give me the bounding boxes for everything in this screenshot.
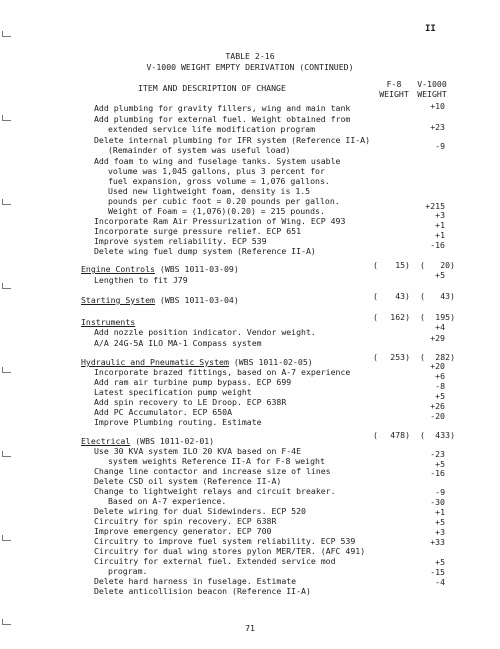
row-text: program. xyxy=(108,566,148,576)
v1000-open-paren: ( xyxy=(420,430,425,440)
row-v1000-weight: -4 xyxy=(435,577,445,587)
binder-mark xyxy=(2,120,11,121)
row-text: Add spin recovery to LE Droop. ECP 638R xyxy=(94,397,287,407)
row-v1000-weight: +26 xyxy=(430,401,445,411)
column-header-item: ITEM AND DESCRIPTION OF CHANGE xyxy=(138,83,286,93)
binder-mark xyxy=(2,372,11,373)
row-text: Add plumbing for gravity fillers, wing and main tank xyxy=(94,103,351,113)
row-v1000-weight: -15 xyxy=(430,567,445,577)
row-f8-weight: 478) xyxy=(390,430,410,440)
row-text: Based on A-7 experience. xyxy=(108,496,227,506)
v1000-open-paren: ( xyxy=(420,312,425,322)
row-text: Weight of Foam = (1,076)(0.20) = 215 pounds. xyxy=(108,206,325,216)
row-v1000-weight: 43) xyxy=(440,291,455,301)
row-text: Improve Plumbing routing. Estimate xyxy=(94,417,262,427)
section-heading-starting-system: Starting System (WBS 1011-03-04) xyxy=(81,295,239,305)
row-text: extended service life modification program xyxy=(108,124,316,134)
row-text: Incorporate Ram Air Pressurization of Wing. ECP 493 xyxy=(94,216,346,226)
f8-open-paren: ( xyxy=(373,352,378,362)
section-heading-hydraulic-pneumatic: Hydraulic and Pneumatic System (WBS 1011-02-05) xyxy=(81,357,313,367)
row-v1000-weight: -16 xyxy=(430,240,445,250)
row-v1000-weight: +1 xyxy=(435,507,445,517)
table-title: V-1000 WEIGHT EMPTY DERIVATION (CONTINUED) xyxy=(146,62,354,72)
row-v1000-weight: +6 xyxy=(435,371,445,381)
row-text: volume was 1,045 gallons, plus 3 percent for xyxy=(108,166,325,176)
table-label: TABLE 2-16 xyxy=(225,51,275,61)
row-text: Use 30 KVA system ILO 20 KVA based on F-4E xyxy=(94,446,302,456)
row-v1000-weight: +5 xyxy=(435,517,445,527)
row-v1000-weight: 282) xyxy=(435,352,455,362)
row-f8-weight: 253) xyxy=(390,352,410,362)
row-v1000-weight: -16 xyxy=(430,468,445,478)
row-v1000-weight: +5 xyxy=(435,557,445,567)
row-text: Lengthen to fit J79 xyxy=(94,275,188,285)
binder-mark xyxy=(2,456,11,457)
column-header-f8-weight: WEIGHT xyxy=(379,89,409,99)
row-v1000-weight: +3 xyxy=(435,210,445,220)
row-text: Incorporate surge pressure relief. ECP 651 xyxy=(94,226,302,236)
row-text: Add ram air turbine pump bypass. ECP 699 xyxy=(94,377,292,387)
row-text: Circuitry for spin recovery. ECP 638R xyxy=(94,516,277,526)
binder-mark xyxy=(2,36,11,37)
row-text: system weights Reference II-A for F-8 weight xyxy=(108,456,325,466)
row-text: Improve system reliability. ECP 539 xyxy=(94,236,267,246)
row-v1000-weight: +5 xyxy=(435,270,445,280)
page-number: 71 xyxy=(245,623,255,633)
row-text: Delete hard harness in fuselage. Estimate xyxy=(94,576,297,586)
v1000-open-paren: ( xyxy=(420,260,425,270)
row-v1000-weight: -30 xyxy=(430,497,445,507)
page-marker: II xyxy=(425,24,436,34)
row-text: Change line contactor and increase size of lines xyxy=(94,466,331,476)
row-v1000-weight: +10 xyxy=(430,101,445,111)
row-v1000-weight: 195) xyxy=(435,312,455,322)
row-v1000-weight: +5 xyxy=(435,391,445,401)
f8-open-paren: ( xyxy=(373,260,378,270)
row-v1000-weight: +23 xyxy=(430,122,445,132)
row-v1000-weight: -23 xyxy=(430,449,445,459)
section-heading-instruments: Instruments xyxy=(81,317,136,327)
row-text: Delete anticollision beacon (Reference II-A) xyxy=(94,586,311,596)
row-text: A/A 24G-5A ILO MA-1 Compass system xyxy=(94,338,262,348)
column-header-v1000: V-1000 xyxy=(417,79,447,89)
row-text: (Remainder of system was useful load) xyxy=(108,145,291,155)
row-text: Add plumbing for external fuel. Weight obtained from xyxy=(94,114,351,124)
row-text: Change to lightweight relays and circuit breaker. xyxy=(94,486,336,496)
row-v1000-weight: +1 xyxy=(435,220,445,230)
row-v1000-weight: 433) xyxy=(435,430,455,440)
section-heading-electrical: Electrical (WBS 1011-02-01) xyxy=(81,436,215,446)
row-text: Delete internal plumbing for IFR system (Reference II-A) xyxy=(94,135,371,145)
row-v1000-weight: +3 xyxy=(435,527,445,537)
row-text: pounds per cubic foot = 0.20 pounds per gallon. xyxy=(108,196,340,206)
row-v1000-weight: +29 xyxy=(430,333,445,343)
f8-open-paren: ( xyxy=(373,430,378,440)
row-text: Delete CSD oil system (Reference II-A) xyxy=(94,476,282,486)
row-text: Circuitry for external fuel. Extended service mod xyxy=(94,556,336,566)
row-text: Latest specification pump weight xyxy=(94,387,252,397)
column-header-f8: F-8 xyxy=(386,79,402,89)
row-f8-weight: 43) xyxy=(395,291,410,301)
row-text: Add nozzle position indicator. Vendor weight. xyxy=(94,327,316,337)
binder-mark xyxy=(2,204,11,205)
row-text: fuel expansion, gross volume = 1,076 gallons. xyxy=(108,176,330,186)
row-text: Delete wing fuel dump system (Reference II-A) xyxy=(94,246,316,256)
row-v1000-weight: +1 xyxy=(435,230,445,240)
row-v1000-weight: -9 xyxy=(435,487,445,497)
row-text: Delete wiring for dual Sidewinders. ECP 520 xyxy=(94,506,306,516)
row-text: Circuitry to improve fuel system reliability. ECP 539 xyxy=(94,536,356,546)
row-f8-weight: 15) xyxy=(395,260,410,270)
f8-open-paren: ( xyxy=(373,291,378,301)
row-text: Used new lightweight foam, density is 1.5 xyxy=(108,186,311,196)
binder-mark xyxy=(2,288,11,289)
row-text: Add foam to wing and fuselage tanks. System usable xyxy=(94,156,341,166)
row-v1000-weight: 20) xyxy=(440,260,455,270)
row-v1000-weight: +20 xyxy=(430,361,445,371)
row-v1000-weight: +4 xyxy=(435,322,445,332)
row-text: Circuitry for dual wing stores pylon MER/TER. (AFC 491) xyxy=(94,546,366,556)
row-v1000-weight: -20 xyxy=(430,411,445,421)
binder-mark xyxy=(2,540,11,541)
v1000-open-paren: ( xyxy=(420,352,425,362)
v1000-open-paren: ( xyxy=(420,291,425,301)
column-header-v1000-weight: WEIGHT xyxy=(417,89,447,99)
row-v1000-weight: -9 xyxy=(435,141,445,151)
section-heading-engine-controls: Engine Controls (WBS 1011-03-09) xyxy=(81,264,239,274)
f8-open-paren: ( xyxy=(373,312,378,322)
row-f8-weight: 162) xyxy=(390,312,410,322)
row-text: Add PC Accumulator. ECP 650A xyxy=(94,407,233,417)
row-text: Improve emergency generator. ECP 700 xyxy=(94,526,272,536)
row-v1000-weight: +5 xyxy=(435,459,445,469)
row-v1000-weight: +215 xyxy=(425,201,445,211)
row-v1000-weight: +33 xyxy=(430,537,445,547)
row-text: Incorporate brazed fittings, based on A-7 experience xyxy=(94,367,351,377)
row-v1000-weight: -8 xyxy=(435,381,445,391)
